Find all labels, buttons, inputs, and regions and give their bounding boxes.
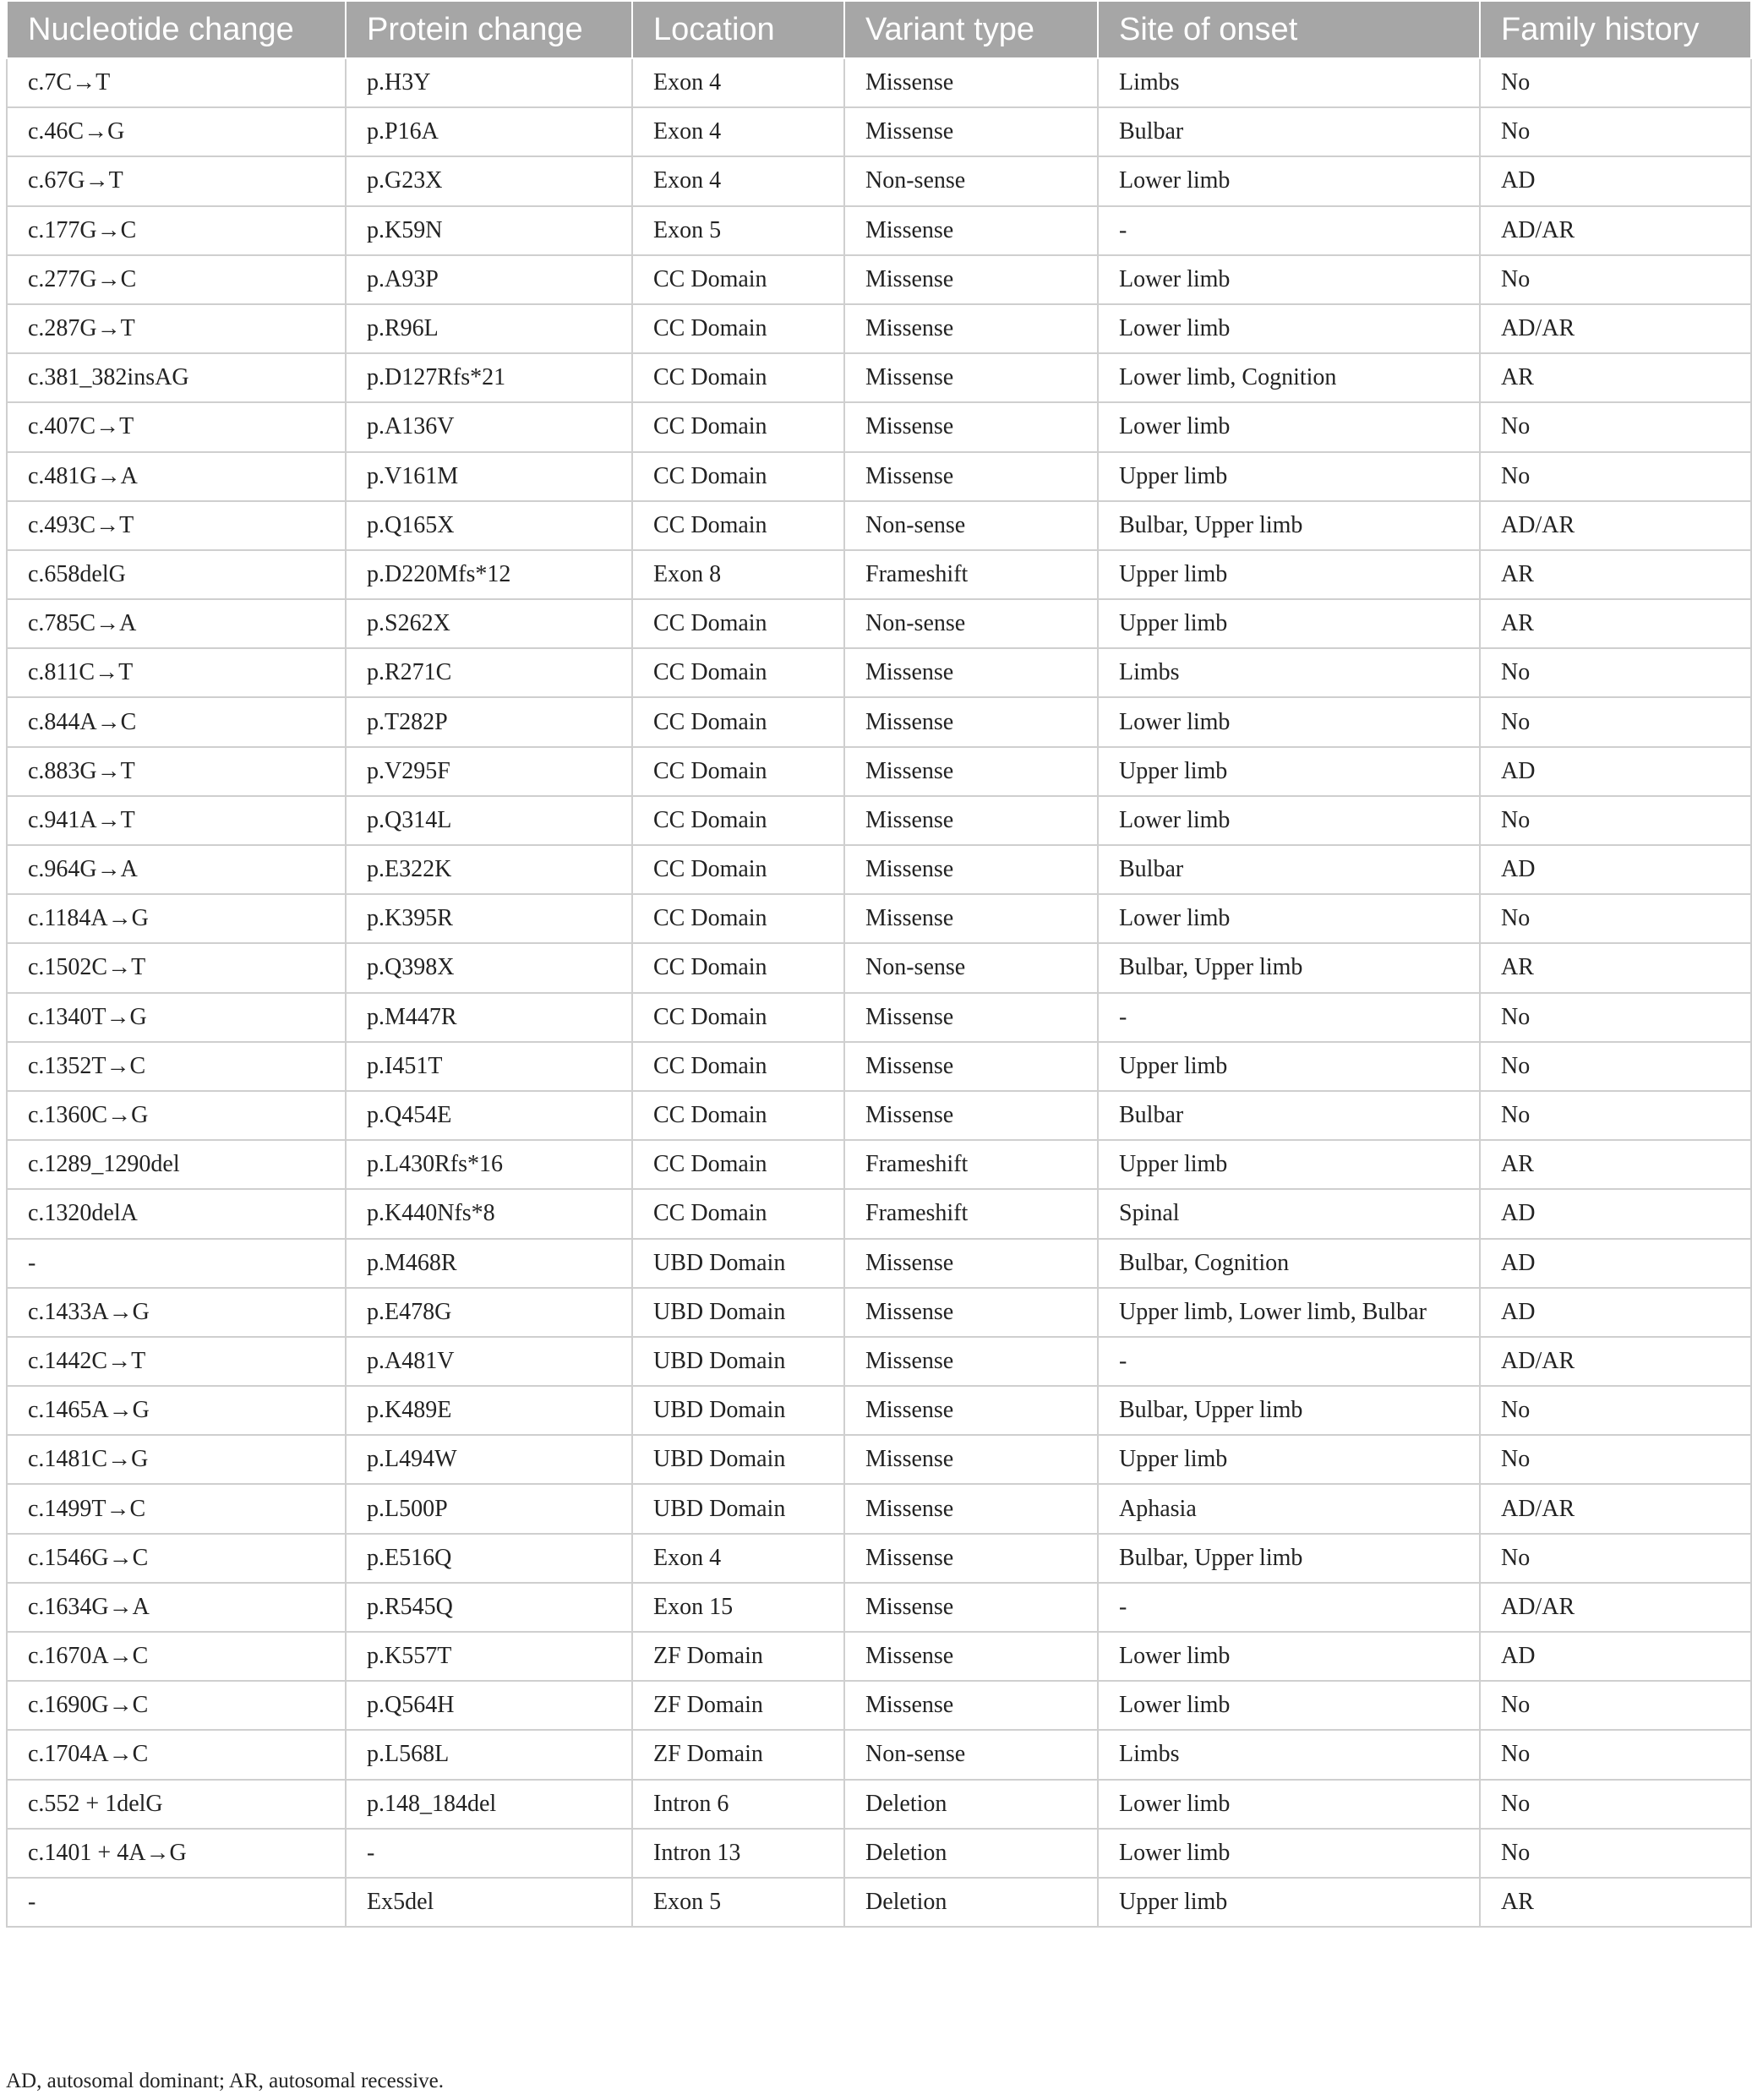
location-cell: UBD Domain [632, 1337, 844, 1386]
variant-type-cell: Deletion [844, 1829, 1098, 1878]
location-cell: CC Domain [632, 599, 844, 648]
protein-change-cell: p.L430Rfs*16 [346, 1140, 632, 1189]
nucleotide-change-cell: c.811C→T [7, 648, 346, 697]
nucleotide-change-cell: c.46C→G [7, 107, 346, 156]
nucleotide-change-cell: c.1502C→T [7, 943, 346, 992]
nucleotide-change-cell: c.1465A→G [7, 1386, 346, 1435]
variant-type-cell: Missense [844, 452, 1098, 501]
variant-type-cell: Missense [844, 206, 1098, 255]
table-row [7, 353, 1751, 402]
family-history-cell: No [1480, 1829, 1751, 1878]
family-history-cell: No [1480, 107, 1751, 156]
location-cell: CC Domain [632, 304, 844, 353]
site-of-onset-cell: Bulbar [1098, 1091, 1480, 1140]
table-row [7, 1042, 1751, 1091]
site-of-onset-cell: Lower limb [1098, 796, 1480, 845]
table-row [7, 599, 1751, 648]
nucleotide-change-cell: c.552 + 1delG [7, 1780, 346, 1829]
nucleotide-change-cell: c.883G→T [7, 747, 346, 796]
site-of-onset-cell: Upper limb, Lower limb, Bulbar [1098, 1288, 1480, 1337]
nucleotide-change-cell: c.1481C→G [7, 1435, 346, 1484]
protein-change-cell: p.G23X [346, 156, 632, 205]
family-history-cell: AR [1480, 943, 1751, 992]
location-cell: CC Domain [632, 943, 844, 992]
family-history-cell: AR [1480, 599, 1751, 648]
location-cell: CC Domain [632, 796, 844, 845]
table-row [7, 648, 1751, 697]
site-of-onset-cell: - [1098, 993, 1480, 1042]
table-row [7, 1534, 1751, 1583]
protein-change-cell: - [346, 1829, 632, 1878]
family-history-cell: No [1480, 58, 1751, 107]
nucleotide-change-cell: - [7, 1239, 346, 1288]
site-of-onset-cell: Upper limb [1098, 747, 1480, 796]
protein-change-cell: p.K440Nfs*8 [346, 1189, 632, 1238]
protein-change-cell: p.D220Mfs*12 [346, 550, 632, 599]
family-history-cell: No [1480, 402, 1751, 451]
site-of-onset-cell: Upper limb [1098, 599, 1480, 648]
site-of-onset-cell: Lower limb [1098, 1829, 1480, 1878]
header-family-history: Family history [1480, 1, 1751, 58]
site-of-onset-cell: Bulbar [1098, 845, 1480, 894]
protein-change-cell: p.R545Q [346, 1583, 632, 1632]
location-cell: Exon 4 [632, 1534, 844, 1583]
protein-change-cell: p.I451T [346, 1042, 632, 1091]
location-cell: CC Domain [632, 1091, 844, 1140]
table-row [7, 156, 1751, 205]
location-cell: ZF Domain [632, 1681, 844, 1730]
variant-type-cell: Missense [844, 796, 1098, 845]
table-row [7, 1681, 1751, 1730]
family-history-cell: No [1480, 648, 1751, 697]
location-cell: UBD Domain [632, 1239, 844, 1288]
table-row [7, 1632, 1751, 1681]
variant-type-cell: Missense [844, 402, 1098, 451]
table-header [7, 1, 1751, 58]
protein-change-cell: p.E516Q [346, 1534, 632, 1583]
family-history-cell: No [1480, 1780, 1751, 1829]
protein-change-cell: p.L494W [346, 1435, 632, 1484]
family-history-cell: AD/AR [1480, 1583, 1751, 1632]
family-history-cell: AR [1480, 550, 1751, 599]
table-row [7, 1337, 1751, 1386]
location-cell: UBD Domain [632, 1386, 844, 1435]
family-history-cell: AD [1480, 845, 1751, 894]
site-of-onset-cell: Bulbar, Upper limb [1098, 1534, 1480, 1583]
site-of-onset-cell: - [1098, 1337, 1480, 1386]
site-of-onset-cell: Lower limb [1098, 894, 1480, 943]
table-row [7, 845, 1751, 894]
location-cell: Intron 6 [632, 1780, 844, 1829]
family-history-cell: No [1480, 452, 1751, 501]
nucleotide-change-cell: c.493C→T [7, 501, 346, 550]
protein-change-cell: p.K59N [346, 206, 632, 255]
location-cell: Exon 4 [632, 58, 844, 107]
family-history-cell: AD/AR [1480, 304, 1751, 353]
table-row [7, 550, 1751, 599]
family-history-cell: No [1480, 1534, 1751, 1583]
variant-type-cell: Missense [844, 894, 1098, 943]
variant-type-cell: Missense [844, 1435, 1098, 1484]
nucleotide-change-cell: c.1360C→G [7, 1091, 346, 1140]
location-cell: Exon 4 [632, 156, 844, 205]
variant-type-cell: Missense [844, 1386, 1098, 1435]
site-of-onset-cell: Lower limb [1098, 402, 1480, 451]
variant-type-cell: Frameshift [844, 1189, 1098, 1238]
nucleotide-change-cell: c.1289_1290del [7, 1140, 346, 1189]
location-cell: CC Domain [632, 845, 844, 894]
nucleotide-change-cell: c.844A→C [7, 697, 346, 746]
variant-type-cell: Missense [844, 697, 1098, 746]
protein-change-cell: p.E478G [346, 1288, 632, 1337]
protein-change-cell: p.L568L [346, 1730, 632, 1779]
variant-type-cell: Deletion [844, 1878, 1098, 1927]
family-history-cell: AD [1480, 1632, 1751, 1681]
protein-change-cell: p.Q165X [346, 501, 632, 550]
table-row [7, 58, 1751, 107]
protein-change-cell: p.R96L [346, 304, 632, 353]
table-footnote: AD, autosomal dominant; AR, autosomal recessive. [6, 2070, 444, 2092]
protein-change-cell: p.K489E [346, 1386, 632, 1435]
protein-change-cell: p.M447R [346, 993, 632, 1042]
site-of-onset-cell: Lower limb [1098, 304, 1480, 353]
protein-change-cell: p.Q454E [346, 1091, 632, 1140]
location-cell: CC Domain [632, 747, 844, 796]
variant-type-cell: Missense [844, 1091, 1098, 1140]
location-cell: UBD Domain [632, 1288, 844, 1337]
header-nucleotide-change: Nucleotide change [7, 1, 346, 58]
table-row [7, 1140, 1751, 1189]
variant-type-cell: Non-sense [844, 501, 1098, 550]
family-history-cell: No [1480, 1386, 1751, 1435]
protein-change-cell: p.V295F [346, 747, 632, 796]
variant-type-cell: Missense [844, 1337, 1098, 1386]
location-cell: CC Domain [632, 452, 844, 501]
header-protein-change: Protein change [346, 1, 632, 58]
site-of-onset-cell: Upper limb [1098, 1878, 1480, 1927]
protein-change-cell: p.P16A [346, 107, 632, 156]
site-of-onset-cell: Limbs [1098, 58, 1480, 107]
location-cell: Exon 15 [632, 1583, 844, 1632]
table-body [7, 58, 1751, 1927]
location-cell: CC Domain [632, 1042, 844, 1091]
family-history-cell: AR [1480, 1878, 1751, 1927]
variant-type-cell: Missense [844, 993, 1098, 1042]
variant-type-cell: Missense [844, 1484, 1098, 1533]
site-of-onset-cell: Spinal [1098, 1189, 1480, 1238]
variant-type-cell: Missense [844, 304, 1098, 353]
table-row [7, 402, 1751, 451]
site-of-onset-cell: Upper limb [1098, 452, 1480, 501]
table-row [7, 697, 1751, 746]
site-of-onset-cell: Limbs [1098, 1730, 1480, 1779]
variant-type-cell: Missense [844, 648, 1098, 697]
site-of-onset-cell: Lower limb [1098, 1681, 1480, 1730]
protein-change-cell: p.Q314L [346, 796, 632, 845]
family-history-cell: No [1480, 1681, 1751, 1730]
variant-type-cell: Frameshift [844, 550, 1098, 599]
nucleotide-change-cell: c.7C→T [7, 58, 346, 107]
protein-change-cell: p.A481V [346, 1337, 632, 1386]
location-cell: CC Domain [632, 1140, 844, 1189]
variant-type-cell: Non-sense [844, 599, 1098, 648]
location-cell: ZF Domain [632, 1632, 844, 1681]
nucleotide-change-cell: c.1442C→T [7, 1337, 346, 1386]
site-of-onset-cell: Lower limb, Cognition [1098, 353, 1480, 402]
nucleotide-change-cell: c.381_382insAG [7, 353, 346, 402]
variant-type-cell: Missense [844, 1583, 1098, 1632]
location-cell: Intron 13 [632, 1829, 844, 1878]
family-history-cell: AD [1480, 747, 1751, 796]
site-of-onset-cell: - [1098, 1583, 1480, 1632]
nucleotide-change-cell: c.67G→T [7, 156, 346, 205]
site-of-onset-cell: Bulbar, Upper limb [1098, 501, 1480, 550]
protein-change-cell: p.S262X [346, 599, 632, 648]
nucleotide-change-cell: c.1401 + 4A→G [7, 1829, 346, 1878]
family-history-cell: AD [1480, 1288, 1751, 1337]
table-row [7, 993, 1751, 1042]
site-of-onset-cell: Lower limb [1098, 1780, 1480, 1829]
site-of-onset-cell: Lower limb [1098, 156, 1480, 205]
table-row [7, 1583, 1751, 1632]
family-history-cell: No [1480, 697, 1751, 746]
location-cell: Exon 8 [632, 550, 844, 599]
nucleotide-change-cell: - [7, 1878, 346, 1927]
nucleotide-change-cell: c.658delG [7, 550, 346, 599]
variant-type-cell: Missense [844, 1681, 1098, 1730]
protein-change-cell: p.M468R [346, 1239, 632, 1288]
location-cell: CC Domain [632, 255, 844, 304]
variant-type-cell: Missense [844, 1632, 1098, 1681]
family-history-cell: No [1480, 796, 1751, 845]
family-history-cell: No [1480, 1042, 1751, 1091]
nucleotide-change-cell: c.1546G→C [7, 1534, 346, 1583]
site-of-onset-cell: Upper limb [1098, 1140, 1480, 1189]
site-of-onset-cell: Lower limb [1098, 1632, 1480, 1681]
family-history-cell: No [1480, 1435, 1751, 1484]
variant-type-cell: Missense [844, 107, 1098, 156]
variant-type-cell: Non-sense [844, 1730, 1098, 1779]
site-of-onset-cell: Limbs [1098, 648, 1480, 697]
table-row [7, 255, 1751, 304]
family-history-cell: AD/AR [1480, 501, 1751, 550]
variant-type-cell: Non-sense [844, 156, 1098, 205]
nucleotide-change-cell: c.1320delA [7, 1189, 346, 1238]
table-row [7, 1878, 1751, 1927]
table-row [7, 1780, 1751, 1829]
protein-change-cell: p.H3Y [346, 58, 632, 107]
nucleotide-change-cell: c.1634G→A [7, 1583, 346, 1632]
nucleotide-change-cell: c.177G→C [7, 206, 346, 255]
site-of-onset-cell: Bulbar [1098, 107, 1480, 156]
table-row [7, 1386, 1751, 1435]
header-variant-type: Variant type [844, 1, 1098, 58]
table-row [7, 796, 1751, 845]
location-cell: Exon 5 [632, 1878, 844, 1927]
table-row [7, 501, 1751, 550]
family-history-cell: AD/AR [1480, 1337, 1751, 1386]
nucleotide-change-cell: c.1352T→C [7, 1042, 346, 1091]
site-of-onset-cell: Lower limb [1098, 697, 1480, 746]
table-row [7, 1829, 1751, 1878]
family-history-cell: No [1480, 255, 1751, 304]
protein-change-cell: Ex5del [346, 1878, 632, 1927]
variant-type-cell: Missense [844, 255, 1098, 304]
table-row [7, 1730, 1751, 1779]
header-location: Location [632, 1, 844, 58]
protein-change-cell: p.T282P [346, 697, 632, 746]
protein-change-cell: p.R271C [346, 648, 632, 697]
site-of-onset-cell: Bulbar, Cognition [1098, 1239, 1480, 1288]
location-cell: UBD Domain [632, 1484, 844, 1533]
protein-change-cell: p.Q398X [346, 943, 632, 992]
nucleotide-change-cell: c.964G→A [7, 845, 346, 894]
protein-change-cell: p.148_184del [346, 1780, 632, 1829]
nucleotide-change-cell: c.1499T→C [7, 1484, 346, 1533]
variant-type-cell: Non-sense [844, 943, 1098, 992]
nucleotide-change-cell: c.277G→C [7, 255, 346, 304]
nucleotide-change-cell: c.1704A→C [7, 1730, 346, 1779]
variant-type-cell: Missense [844, 1288, 1098, 1337]
site-of-onset-cell: Upper limb [1098, 1435, 1480, 1484]
table-row [7, 107, 1751, 156]
nucleotide-change-cell: c.407C→T [7, 402, 346, 451]
family-history-cell: AD/AR [1480, 206, 1751, 255]
family-history-cell: AD [1480, 1239, 1751, 1288]
variant-type-cell: Missense [844, 58, 1098, 107]
protein-change-cell: p.Q564H [346, 1681, 632, 1730]
table-row [7, 1288, 1751, 1337]
site-of-onset-cell: Aphasia [1098, 1484, 1480, 1533]
nucleotide-change-cell: c.1340T→G [7, 993, 346, 1042]
variant-type-cell: Missense [844, 1042, 1098, 1091]
location-cell: ZF Domain [632, 1730, 844, 1779]
nucleotide-change-cell: c.481G→A [7, 452, 346, 501]
protein-change-cell: p.D127Rfs*21 [346, 353, 632, 402]
family-history-cell: AD/AR [1480, 1484, 1751, 1533]
table-row [7, 894, 1751, 943]
location-cell: CC Domain [632, 501, 844, 550]
protein-change-cell: p.V161M [346, 452, 632, 501]
variant-type-cell: Missense [844, 1239, 1098, 1288]
protein-change-cell: p.A136V [346, 402, 632, 451]
table-row [7, 304, 1751, 353]
variant-table-container [6, 0, 1750, 1928]
variant-type-cell: Missense [844, 845, 1098, 894]
site-of-onset-cell: Upper limb [1098, 1042, 1480, 1091]
location-cell: CC Domain [632, 894, 844, 943]
location-cell: Exon 5 [632, 206, 844, 255]
family-history-cell: No [1480, 1730, 1751, 1779]
nucleotide-change-cell: c.941A→T [7, 796, 346, 845]
variant-type-cell: Frameshift [844, 1140, 1098, 1189]
nucleotide-change-cell: c.1670A→C [7, 1632, 346, 1681]
family-history-cell: No [1480, 894, 1751, 943]
location-cell: UBD Domain [632, 1435, 844, 1484]
table-row [7, 1091, 1751, 1140]
location-cell: CC Domain [632, 648, 844, 697]
variant-type-cell: Deletion [844, 1780, 1098, 1829]
protein-change-cell: p.L500P [346, 1484, 632, 1533]
location-cell: CC Domain [632, 697, 844, 746]
table-row [7, 1189, 1751, 1238]
header-site-of-onset: Site of onset [1098, 1, 1480, 58]
family-history-cell: AR [1480, 353, 1751, 402]
table-row [7, 1435, 1751, 1484]
location-cell: Exon 4 [632, 107, 844, 156]
site-of-onset-cell: - [1098, 206, 1480, 255]
table-row [7, 206, 1751, 255]
nucleotide-change-cell: c.785C→A [7, 599, 346, 648]
variant-type-cell: Missense [844, 747, 1098, 796]
family-history-cell: AD [1480, 156, 1751, 205]
variant-table [6, 0, 1752, 1928]
table-row [7, 452, 1751, 501]
nucleotide-change-cell: c.1690G→C [7, 1681, 346, 1730]
location-cell: CC Domain [632, 402, 844, 451]
variant-type-cell: Missense [844, 353, 1098, 402]
location-cell: CC Domain [632, 1189, 844, 1238]
family-history-cell: AD [1480, 1189, 1751, 1238]
location-cell: CC Domain [632, 993, 844, 1042]
family-history-cell: AR [1480, 1140, 1751, 1189]
table-row [7, 1239, 1751, 1288]
protein-change-cell: p.A93P [346, 255, 632, 304]
header-row [7, 1, 1751, 58]
site-of-onset-cell: Upper limb [1098, 550, 1480, 599]
table-row [7, 747, 1751, 796]
protein-change-cell: p.K557T [346, 1632, 632, 1681]
variant-type-cell: Missense [844, 1534, 1098, 1583]
family-history-cell: No [1480, 993, 1751, 1042]
family-history-cell: No [1480, 1091, 1751, 1140]
site-of-onset-cell: Lower limb [1098, 255, 1480, 304]
table-row [7, 943, 1751, 992]
site-of-onset-cell: Bulbar, Upper limb [1098, 943, 1480, 992]
site-of-onset-cell: Bulbar, Upper limb [1098, 1386, 1480, 1435]
nucleotide-change-cell: c.1433A→G [7, 1288, 346, 1337]
protein-change-cell: p.K395R [346, 894, 632, 943]
nucleotide-change-cell: c.287G→T [7, 304, 346, 353]
nucleotide-change-cell: c.1184A→G [7, 894, 346, 943]
location-cell: CC Domain [632, 353, 844, 402]
protein-change-cell: p.E322K [346, 845, 632, 894]
table-row [7, 1484, 1751, 1533]
